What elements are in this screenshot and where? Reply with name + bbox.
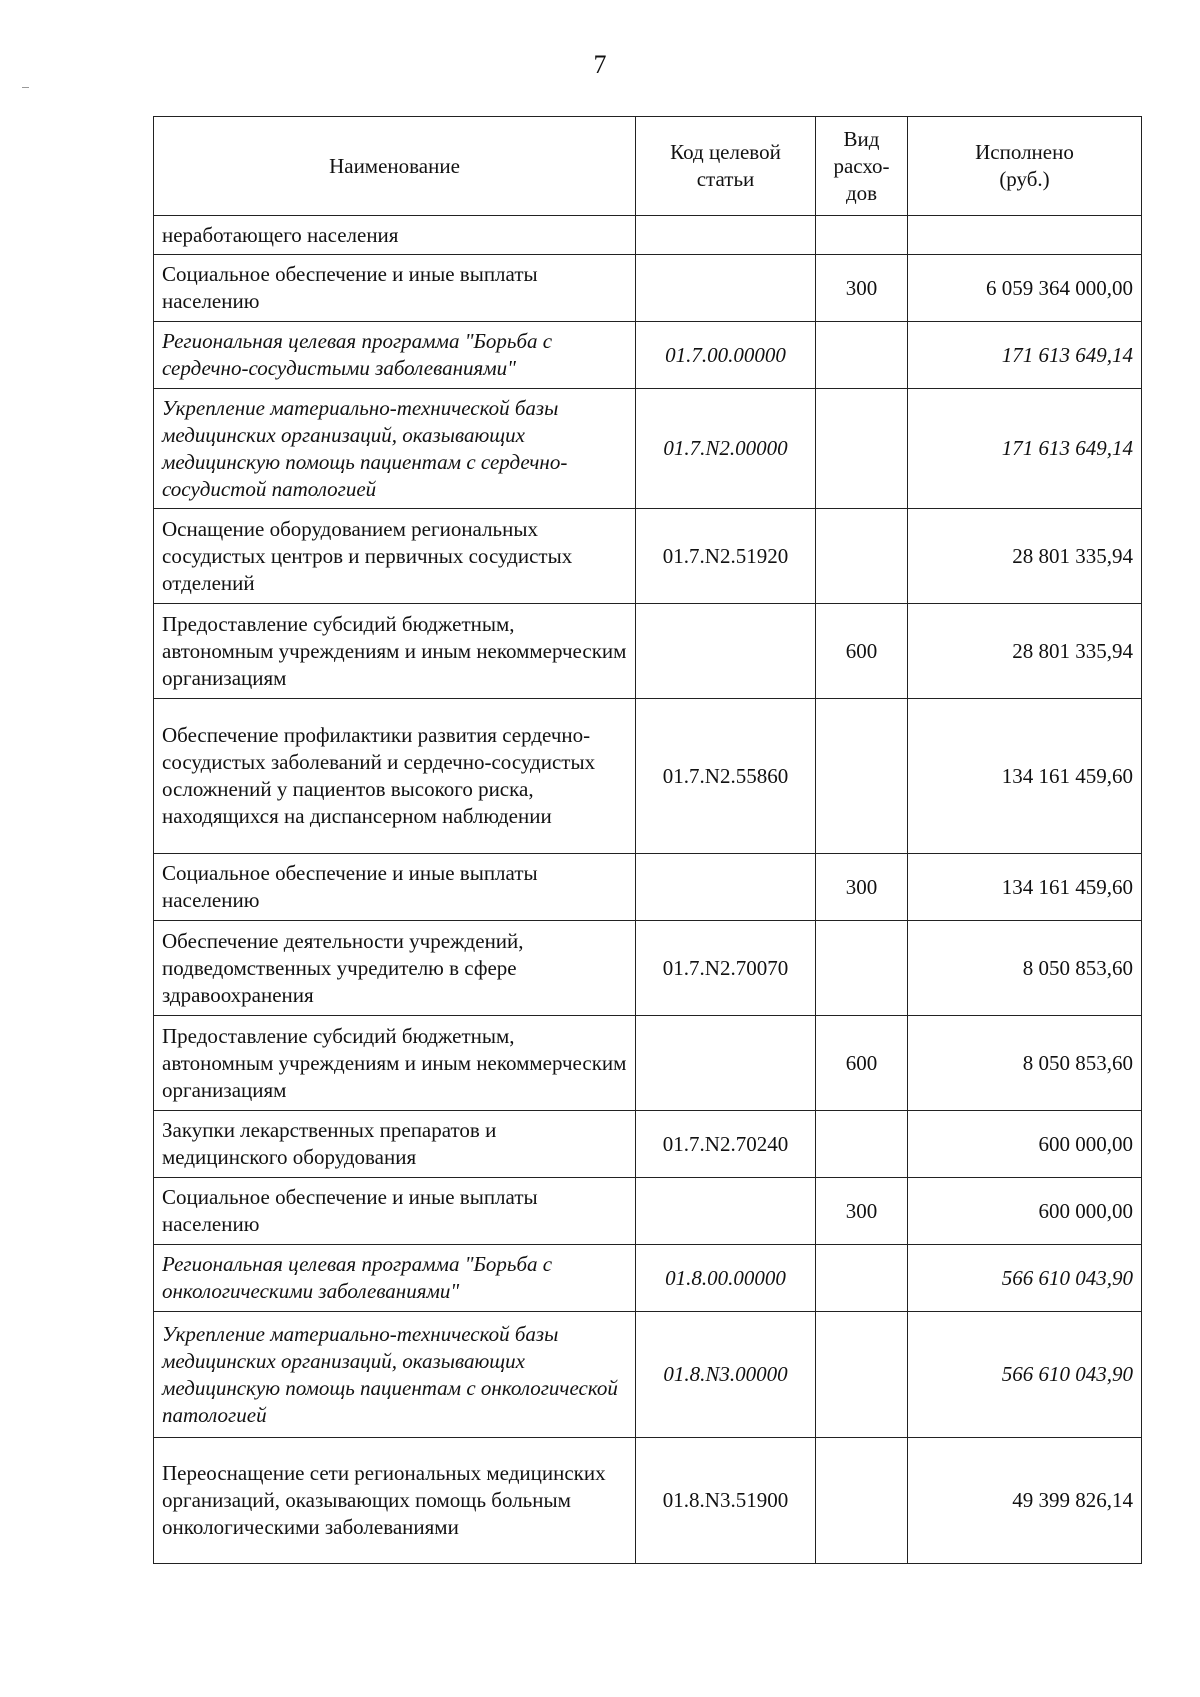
cell-name: Социальное обеспечение и иные выплаты населению — [154, 255, 636, 322]
cell-amount: 171 613 649,14 — [908, 322, 1142, 389]
cell-kind — [816, 699, 908, 854]
budget-table — [153, 116, 1142, 1564]
scan-mark — [22, 87, 29, 88]
cell-kind — [816, 1245, 908, 1312]
cell-name: Региональная целевая программа "Борьба с сердечно-сосудистыми заболеваниями" — [154, 322, 636, 389]
cell-code: 01.7.N2.70070 — [636, 921, 816, 1016]
cell-amount: 600 000,00 — [908, 1111, 1142, 1178]
cell-amount: 8 050 853,60 — [908, 1016, 1142, 1111]
cell-code: 01.7.N2.00000 — [636, 389, 816, 509]
table-row — [154, 1016, 1142, 1111]
table-row — [154, 1111, 1142, 1178]
table-row — [154, 1438, 1142, 1564]
cell-code: 01.7.N2.70240 — [636, 1111, 816, 1178]
cell-name: Оснащение оборудованием региональных сосудистых центров и первичных сосудистых отделений — [154, 509, 636, 604]
cell-name: Предоставление субсидий бюджетным, автономным учреждениям и иным некоммерческим организациям — [154, 604, 636, 699]
page-number: 7 — [593, 50, 607, 79]
table-row — [154, 322, 1142, 389]
cell-amount: 600 000,00 — [908, 1178, 1142, 1245]
cell-kind: 600 — [816, 604, 908, 699]
cell-code — [636, 216, 816, 255]
cell-kind: 600 — [816, 1016, 908, 1111]
table-row — [154, 216, 1142, 255]
cell-code — [636, 854, 816, 921]
cell-code: 01.8.00.00000 — [636, 1245, 816, 1312]
cell-kind — [816, 1312, 908, 1438]
cell-amount: 8 050 853,60 — [908, 921, 1142, 1016]
cell-name: Укрепление материально-технической базы медицинских организаций, оказывающих медицинскую помощь пациентам с сердечно-сосудистой патологией — [154, 389, 636, 509]
table-row — [154, 854, 1142, 921]
table-row — [154, 1312, 1142, 1438]
cell-amount — [908, 216, 1142, 255]
cell-amount: 134 161 459,60 — [908, 854, 1142, 921]
table-row — [154, 921, 1142, 1016]
cell-amount: 566 610 043,90 — [908, 1312, 1142, 1438]
cell-kind — [816, 389, 908, 509]
cell-name: Переоснащение сети региональных медицинских организаций, оказывающих помощь больным онкологическими заболеваниями — [154, 1438, 636, 1564]
cell-kind: 300 — [816, 1178, 908, 1245]
cell-code: 01.8.N3.00000 — [636, 1312, 816, 1438]
cell-code: 01.7.00.00000 — [636, 322, 816, 389]
cell-amount: 49 399 826,14 — [908, 1438, 1142, 1564]
cell-name: неработающего населения — [154, 216, 636, 255]
cell-kind — [816, 1111, 908, 1178]
cell-kind — [816, 921, 908, 1016]
cell-kind — [816, 322, 908, 389]
cell-amount: 28 801 335,94 — [908, 509, 1142, 604]
cell-kind: 300 — [816, 854, 908, 921]
cell-code — [636, 1178, 816, 1245]
column-header-code: Код целевой статьи — [636, 117, 816, 216]
cell-kind — [816, 1438, 908, 1564]
column-header-name: Наименование — [154, 117, 636, 216]
cell-name: Социальное обеспечение и иные выплаты населению — [154, 1178, 636, 1245]
column-header-amount: Исполнено (руб.) — [908, 117, 1142, 216]
cell-name: Укрепление материально-технической базы медицинских организаций, оказывающих медицинскую помощь пациентам с онкологической патологией — [154, 1312, 636, 1438]
table-row — [154, 1245, 1142, 1312]
table-row — [154, 255, 1142, 322]
cell-kind — [816, 509, 908, 604]
cell-name: Обеспечение деятельности учреждений, подведомственных учредителю в сфере здравоохранения — [154, 921, 636, 1016]
table-row — [154, 1178, 1142, 1245]
cell-name: Социальное обеспечение и иные выплаты населению — [154, 854, 636, 921]
cell-amount: 566 610 043,90 — [908, 1245, 1142, 1312]
cell-amount: 6 059 364 000,00 — [908, 255, 1142, 322]
cell-code — [636, 1016, 816, 1111]
cell-kind — [816, 216, 908, 255]
cell-code: 01.7.N2.51920 — [636, 509, 816, 604]
cell-code: 01.7.N2.55860 — [636, 699, 816, 854]
column-header-kind: Вид расхо- дов — [816, 117, 908, 216]
cell-name: Региональная целевая программа "Борьба с онкологическими заболеваниями" — [154, 1245, 636, 1312]
cell-name: Закупки лекарственных препаратов и медицинского оборудования — [154, 1111, 636, 1178]
table-row — [154, 604, 1142, 699]
cell-amount: 134 161 459,60 — [908, 699, 1142, 854]
table-row — [154, 389, 1142, 509]
table-body — [154, 216, 1142, 1564]
table-row — [154, 509, 1142, 604]
cell-amount: 28 801 335,94 — [908, 604, 1142, 699]
cell-code: 01.8.N3.51900 — [636, 1438, 816, 1564]
cell-name: Обеспечение профилактики развития сердечно-сосудистых заболеваний и сердечно-сосудистых осложнений у пациентов высокого риска, находящихся на диспансерном наблюдении — [154, 699, 636, 854]
cell-kind: 300 — [816, 255, 908, 322]
cell-code — [636, 255, 816, 322]
table-row — [154, 699, 1142, 854]
cell-amount: 171 613 649,14 — [908, 389, 1142, 509]
table-header-row — [154, 117, 1142, 216]
cell-code — [636, 604, 816, 699]
cell-name: Предоставление субсидий бюджетным, автономным учреждениям и иным некоммерческим организациям — [154, 1016, 636, 1111]
